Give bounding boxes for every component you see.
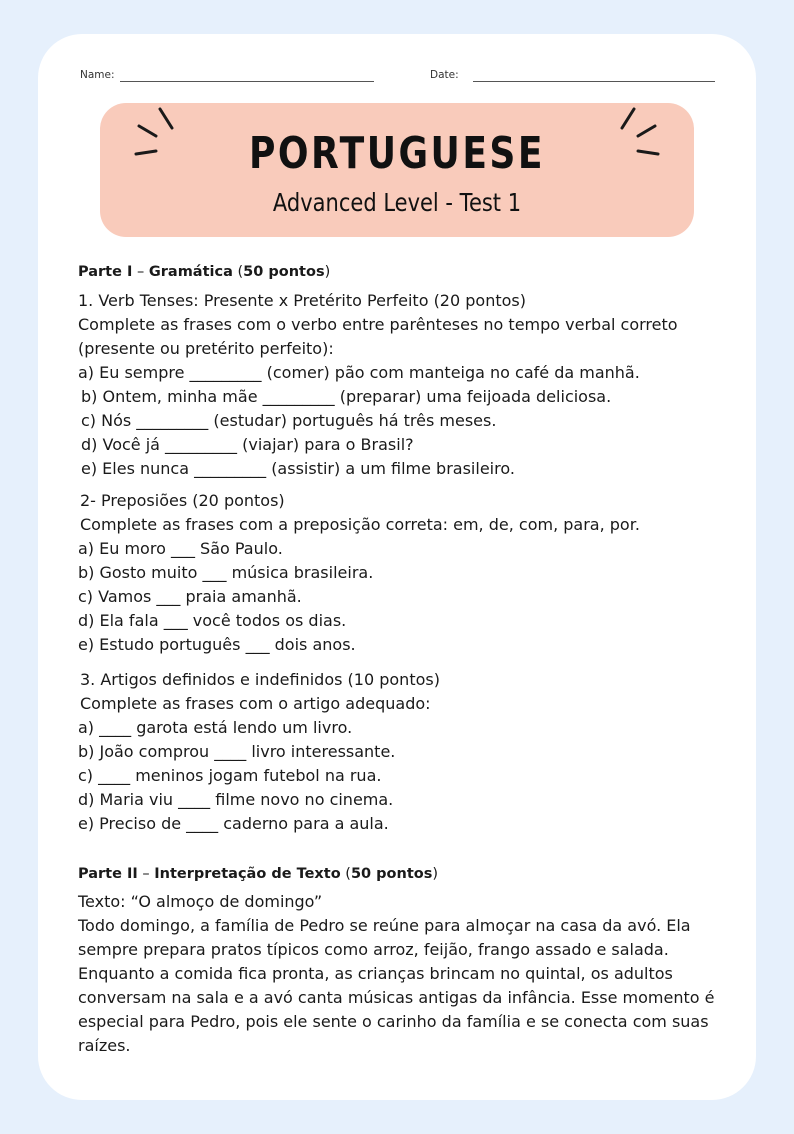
part1-name: Gramática: [148, 264, 233, 280]
part1-points: 50 pontos: [243, 264, 325, 280]
q1-heading: 1. Verb Tenses: Presente x Pretérito Perfeito (20 pontos): [78, 291, 526, 310]
q1-item-a: a) Eu sempre _________ (comer) pão com manteiga no café da manhã.: [78, 363, 640, 382]
text-line: raízes.: [78, 1036, 131, 1055]
part2-paren-close: ): [432, 866, 439, 882]
q3-item-c: c) ____ meninos jogam futebol na rua.: [78, 766, 382, 785]
q1-item-d: d) Você já _________ (viajar) para o Brasil?: [81, 435, 414, 454]
part2-name: Interpretação de Texto: [154, 866, 341, 882]
part2-label: Parte II: [78, 866, 138, 882]
q1-item-c: c) Nós _________ (estudar) português há três meses.: [81, 411, 497, 430]
text-line: Enquanto a comida fica pronta, as crianças brincam no quintal, os adultos: [78, 964, 673, 983]
q3-heading: 3. Artigos definidos e indefinidos (10 pontos): [80, 670, 440, 689]
q2-item-a: a) Eu moro ___ São Paulo.: [78, 539, 283, 558]
q2-instruction: Complete as frases com a preposição correta: em, de, com, para, por.: [80, 515, 640, 534]
text-title: Texto: “O almoço de domingo”: [78, 892, 323, 911]
q2-item-e: e) Estudo português ___ dois anos.: [78, 635, 356, 654]
part1-dash: –: [132, 264, 149, 280]
part1-heading: [78, 262, 330, 282]
page-title: PORTUGUESE: [249, 128, 545, 179]
q3-item-d: d) Maria viu ____ filme novo no cinema.: [78, 790, 394, 809]
text-line: Todo domingo, a família de Pedro se reúne para almoçar na casa da avó. Ela: [78, 916, 691, 935]
q3-instruction: Complete as frases com o artigo adequado:: [80, 694, 431, 713]
q1-item-b: b) Ontem, minha mãe _________ (preparar) uma feijoada deliciosa.: [81, 387, 612, 406]
q2-item-d: d) Ela fala ___ você todos os dias.: [78, 611, 347, 630]
q1-item-e: e) Eles nunca _________ (assistir) a um filme brasileiro.: [81, 459, 515, 478]
q1-instruction-1: Complete as frases com o verbo entre parênteses no tempo verbal correto: [78, 315, 678, 334]
part2-heading: [78, 864, 438, 884]
part1-paren-open: (: [232, 264, 244, 280]
page-subtitle: Advanced Level - Test 1: [272, 188, 522, 217]
q3-item-a: a) ____ garota está lendo um livro.: [78, 718, 353, 737]
text-line: sempre prepara pratos típicos como arroz, feijão, frango assado e salada.: [78, 940, 669, 959]
name-label: Name:: [80, 69, 115, 81]
q2-item-b: b) Gosto muito ___ música brasileira.: [78, 563, 374, 582]
q3-item-b: b) João comprou ____ livro interessante.: [78, 742, 396, 761]
q1-instruction-2: (presente ou pretérito perfeito):: [78, 339, 334, 358]
part2-dash: –: [137, 866, 155, 882]
q3-item-e: e) Preciso de ____ caderno para a aula.: [78, 814, 389, 833]
part1-paren-close: ): [324, 264, 331, 280]
part2-points: 50 pontos: [350, 866, 433, 882]
name-field[interactable]: [120, 81, 374, 82]
part2-paren-open: (: [340, 866, 351, 882]
q2-heading: 2- Preposiões (20 pontos): [80, 491, 285, 510]
date-field[interactable]: [473, 81, 715, 82]
q2-item-c: c) Vamos ___ praia amanhã.: [78, 587, 302, 606]
text-line: conversam na sala e a avó canta músicas antigas da infância. Esse momento é: [78, 988, 715, 1007]
date-label: Date:: [430, 69, 459, 81]
part1-label: Parte I: [78, 264, 133, 280]
text-line: especial para Pedro, pois ele sente o carinho da família e se conecta com suas: [78, 1012, 709, 1031]
